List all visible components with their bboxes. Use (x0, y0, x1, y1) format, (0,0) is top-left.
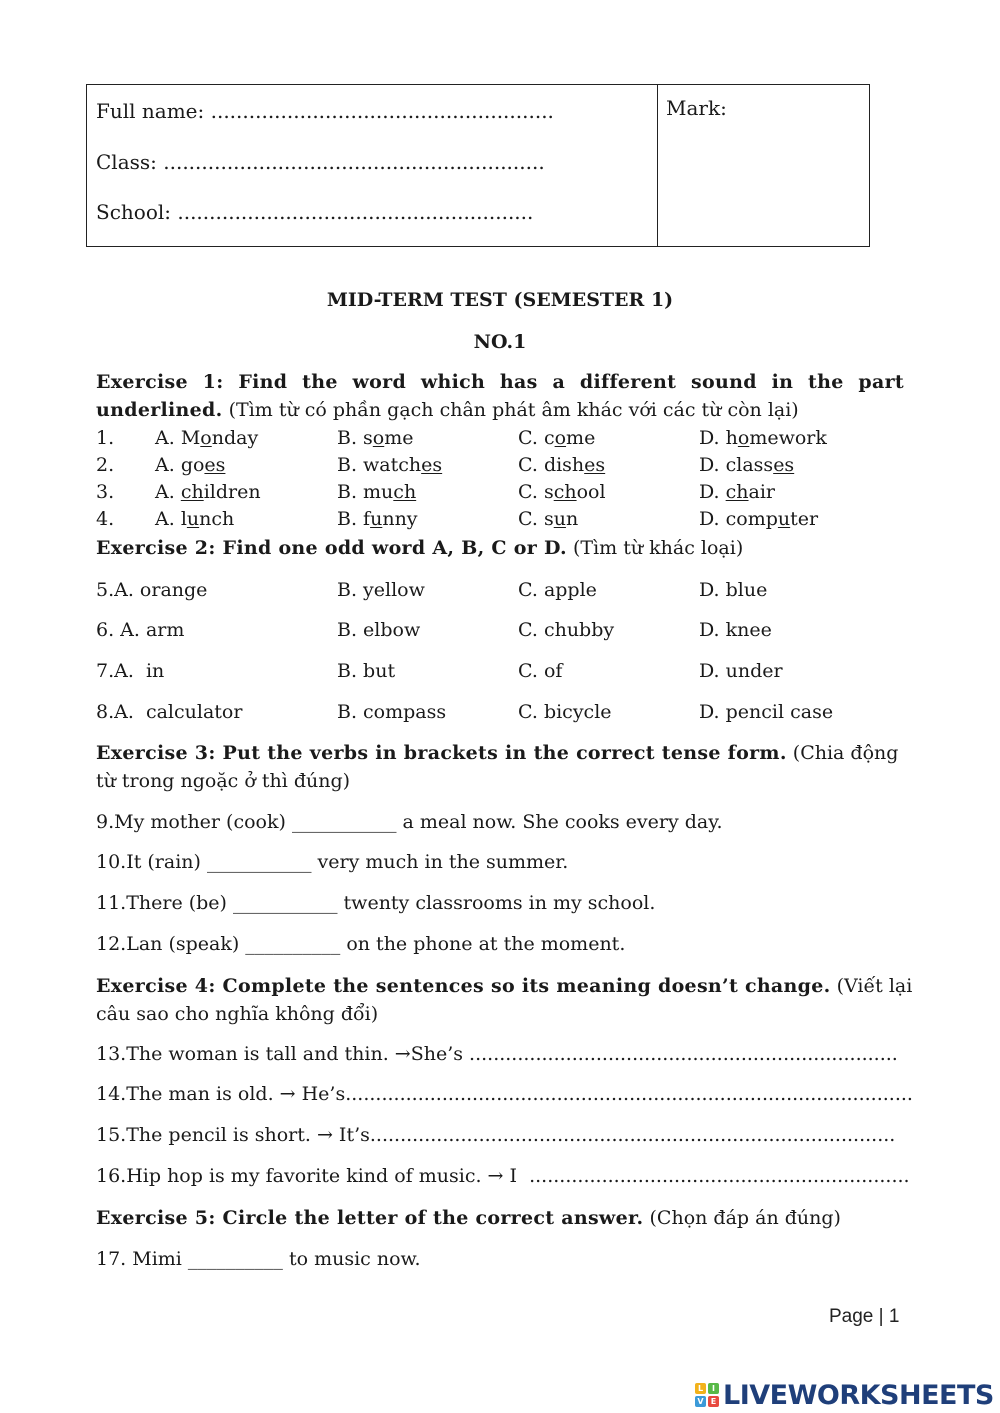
option-label: A. (155, 427, 181, 449)
option-text: C. s (518, 481, 554, 503)
mark-field: Mark: (666, 96, 727, 120)
test-title: MID-TERM TEST (SEMESTER 1) (326, 289, 674, 311)
logo-tile: V (695, 1396, 706, 1407)
exercise-2-title-text: Exercise 2: Find one odd word A, B, C or D. (96, 537, 567, 559)
option-text: l (180, 508, 187, 530)
option-text: me (566, 427, 596, 449)
option-c (518, 454, 605, 476)
full-name-field[interactable]: Full name: ...................................................... (96, 99, 554, 123)
exercise-2-note: (Tìm từ khác loại) (573, 537, 744, 559)
class-field[interactable]: Class: ............................................................ (96, 150, 545, 174)
odd-word-option-a: 8.A. calculator (96, 701, 243, 723)
option-label: A. (155, 508, 181, 530)
option-b (337, 481, 416, 503)
exercise-4-title (96, 975, 912, 997)
question-number: 4. (96, 508, 115, 530)
odd-word-option-b: B. but (337, 660, 396, 682)
logo-tile: I (708, 1383, 719, 1394)
question-number: 2. (96, 454, 115, 476)
underlined-part: ch (725, 481, 749, 503)
option-text: D. class (699, 454, 774, 476)
underlined-part: u (553, 508, 566, 530)
liveworksheets-logo (695, 1377, 994, 1413)
rewrite-question: 16.Hip hop is my favorite kind of music. → I ............................................................... (96, 1165, 910, 1187)
option-b (337, 427, 414, 449)
option-label: A. (155, 481, 181, 503)
tense-question: 11.There (be) ___________ twenty classrooms in my school. (96, 892, 656, 914)
option-a (155, 481, 261, 503)
school-field[interactable]: School: ........................................................ (96, 200, 534, 224)
option-text: go (180, 454, 205, 476)
underlined-part: ch (553, 481, 577, 503)
underlined-part: es (204, 454, 226, 476)
option-d (699, 481, 775, 503)
option-label: A. (155, 454, 181, 476)
underlined-part: ch (180, 481, 204, 503)
option-d (699, 508, 818, 530)
underlined-part: o (372, 427, 385, 449)
option-text: B. s (337, 427, 373, 449)
exercise-1-note: (Tìm từ có phần gạch chân phát âm khác với các từ còn lại) (228, 399, 799, 421)
multiple-choice-question: 17. Mimi __________ to music now. (96, 1248, 421, 1270)
exercise-4-note: (Viết lại (836, 975, 913, 997)
underlined-part: u (777, 508, 791, 530)
odd-word-option-c: C. of (518, 660, 563, 682)
underlined-part: es (421, 454, 443, 476)
question-number: 1. (96, 427, 115, 449)
option-text: mework (749, 427, 827, 449)
question-number: 3. (96, 481, 115, 503)
odd-word-option-c: C. chubby (518, 619, 615, 641)
option-a (155, 508, 234, 530)
option-text: me (384, 427, 414, 449)
odd-word-option-b: B. elbow (337, 619, 421, 641)
logo-text: LIVEWORKSHEETS (723, 1379, 994, 1411)
test-number: NO.1 (473, 331, 527, 353)
option-text: n (565, 508, 579, 530)
exercise-1-title-cont (96, 399, 799, 421)
exercise-4-title-text: Exercise 4: Complete the sentences so its meaning doesn’t change. (96, 975, 831, 997)
option-text: B. mu (337, 481, 394, 503)
option-b (337, 508, 418, 530)
odd-word-option-d: D. under (699, 660, 783, 682)
option-text: B. f (337, 508, 371, 530)
exercise-1-title-end: underlined. (96, 399, 223, 421)
page-number: Page | 1 (829, 1306, 900, 1327)
option-text: air (748, 481, 776, 503)
rewrite-question: 14.The man is old. → He’s.............................................................................................. (96, 1083, 913, 1105)
option-c (518, 481, 606, 503)
logo-mark-icon (695, 1383, 719, 1407)
exercise-5-title (96, 1207, 841, 1229)
underlined-part: es (584, 454, 606, 476)
exercise-3-note-cont: từ trong ngoặc ở thì đúng) (96, 770, 351, 792)
option-text: C. dish (518, 454, 585, 476)
option-text: ool (576, 481, 606, 503)
option-a (155, 454, 225, 476)
odd-word-option-b: B. compass (337, 701, 447, 723)
exercise-3-note: (Chia động (792, 742, 899, 764)
underlined-part: o (737, 427, 750, 449)
option-text: C. c (518, 427, 555, 449)
odd-word-option-d: D. knee (699, 619, 772, 641)
exercise-5-note: (Chọn đáp án đúng) (649, 1207, 841, 1229)
rewrite-question: 13.The woman is tall and thin. →She’s ....................................................................... (96, 1043, 898, 1065)
underlined-part: o (200, 427, 212, 449)
option-text: D. (699, 481, 726, 503)
exercise-5-title-text: Exercise 5: Circle the letter of the correct answer. (96, 1207, 644, 1229)
option-b (337, 454, 442, 476)
underlined-part: u (186, 508, 200, 530)
odd-word-option-d: D. pencil case (699, 701, 834, 723)
exercise-3-title-text: Exercise 3: Put the verbs in brackets in the correct tense form. (96, 742, 787, 764)
logo-tile: L (695, 1383, 706, 1394)
option-text: ter (790, 508, 819, 530)
tense-question: 10.It (rain) ___________ very much in the summer. (96, 851, 569, 873)
option-c (518, 427, 595, 449)
exercise-4-note-cont: câu sao cho nghĩa không đổi) (96, 1003, 379, 1025)
option-text: D. comp (699, 508, 778, 530)
option-d (699, 454, 794, 476)
odd-word-option-a: 5.A. orange (96, 579, 208, 601)
exercise-1-title: Exercise 1: Find the word which has a different sound in the part (96, 371, 904, 393)
odd-word-option-d: D. blue (699, 579, 768, 601)
box-divider (657, 85, 658, 246)
rewrite-question: 15.The pencil is short. → It’s....................................................................................... (96, 1124, 896, 1146)
option-text: ildren (203, 481, 261, 503)
odd-word-option-c: C. bicycle (518, 701, 612, 723)
odd-word-option-a: 6. A. arm (96, 619, 185, 641)
logo-tile: E (708, 1396, 719, 1407)
odd-word-option-a: 7.A. in (96, 660, 165, 682)
option-text: C. s (518, 508, 554, 530)
exercise-3-title (96, 742, 898, 764)
tense-question: 9.My mother (cook) ___________ a meal now. She cooks every day. (96, 811, 723, 833)
option-text: nch (199, 508, 235, 530)
odd-word-option-c: C. apple (518, 579, 597, 601)
option-text: B. watch (337, 454, 422, 476)
option-text: D. h (699, 427, 738, 449)
underlined-part: u (370, 508, 383, 530)
option-text: nny (382, 508, 418, 530)
underlined-part: ch (393, 481, 417, 503)
exercise-2-title (96, 537, 743, 559)
option-c (518, 508, 578, 530)
option-a (155, 427, 258, 449)
option-text: M (180, 427, 201, 449)
tense-question: 12.Lan (speak) __________ on the phone at the moment. (96, 933, 626, 955)
option-d (699, 427, 827, 449)
underlined-part: es (773, 454, 795, 476)
underlined-part: o (554, 427, 567, 449)
odd-word-option-b: B. yellow (337, 579, 425, 601)
option-text: nday (211, 427, 259, 449)
